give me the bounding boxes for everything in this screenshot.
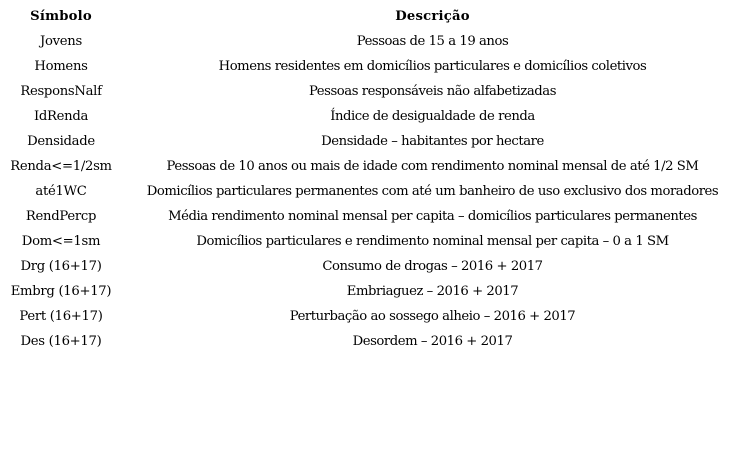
description-cell: Pessoas de 10 anos ou mais de idade com rendimento nominal mensal de até 1/2 SM [166,159,699,174]
table-row [0,154,743,179]
symbol-cell: Pert (16+17) [19,309,103,324]
description-cell: Desordem – 2016 + 2017 [352,334,513,349]
symbol-cell: Embrg (16+17) [10,284,112,299]
description-cell: Pessoas de 15 a 19 anos [356,34,509,49]
description-cell: Homens residentes em domicílios particulares e domicílios coletivos [218,59,647,74]
symbol-cell: RendPercp [25,209,97,224]
description-cell: Perturbação ao sossego alheio – 2016 + 2017 [289,309,576,324]
symbol-cell: Jovens [40,34,82,49]
description-cell: Domicílios particulares permanentes com até um banheiro de uso exclusivo dos moradores [146,184,719,199]
table-row [0,179,743,204]
symbol-cell: Renda<=1/2sm [10,159,112,174]
description-cell: Média rendimento nominal mensal per capita – domicílios particulares permanentes [168,209,697,224]
symbol-cell: Drg (16+17) [20,259,102,274]
table-row [0,29,743,54]
symbol-cell: Des (16+17) [20,334,102,349]
symbol-cell: Dom<=1sm [21,234,101,249]
symbol-cell: Homens [34,59,88,74]
symbol-description-table [0,4,743,354]
symbol-cell: até1WC [35,184,87,199]
table-row [0,204,743,229]
description-cell: Consumo de drogas – 2016 + 2017 [322,259,543,274]
table-row [0,79,743,104]
description-cell: Domicílios particulares e rendimento nominal mensal per capita – 0 a 1 SM [196,234,669,249]
description-cell: Densidade – habitantes por hectare [321,134,544,149]
symbol-cell: Densidade [27,134,95,149]
description-cell: Índice de desigualdade de renda [330,109,535,124]
table-row [0,54,743,79]
description-cell: Pessoas responsáveis não alfabetizadas [308,84,557,99]
table-row [0,254,743,279]
description-cell: Embriaguez – 2016 + 2017 [346,284,519,299]
header-description: Descrição [395,9,470,24]
table-row [0,279,743,304]
header-symbol: Símbolo [30,9,92,24]
table-row [0,329,743,354]
table-row [0,229,743,254]
header-row [0,4,743,29]
symbol-cell: IdRenda [33,109,89,124]
table-row [0,129,743,154]
table-row [0,104,743,129]
symbol-cell: ResponsNalf [20,84,102,99]
table-row [0,304,743,329]
